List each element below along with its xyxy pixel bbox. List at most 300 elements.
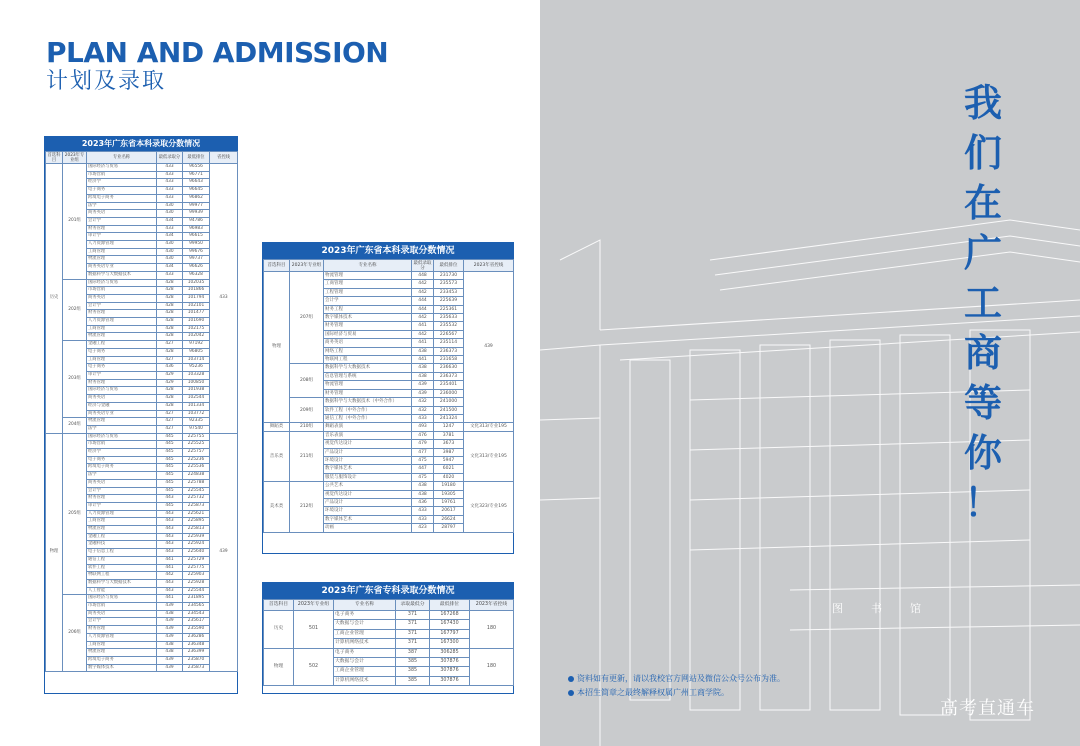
score-cell: 433 <box>157 179 183 187</box>
major-cell: 会计学 <box>87 302 157 310</box>
score-cell: 445 <box>157 479 183 487</box>
major-cell: 物流管理 <box>87 649 157 657</box>
score-cell: 477 <box>412 448 434 456</box>
score-cell: 428 <box>157 310 183 318</box>
major-cell: 视觉传达设计 <box>324 490 412 498</box>
slogan <box>958 78 1008 528</box>
major-cell: 计算机网络技术 <box>334 639 396 648</box>
major-cell: 跨境电子商务 <box>87 464 157 472</box>
major-cell: 产品设计 <box>324 448 412 456</box>
major-cell: 视觉传达设计 <box>324 440 412 448</box>
control-line-cell: 439 <box>210 433 238 672</box>
rank-cell: 101794 <box>183 294 210 302</box>
rank-cell: 225729 <box>183 556 210 564</box>
major-cell: 物流管理 <box>87 526 157 534</box>
major-cell: 人工智能 <box>87 587 157 595</box>
score-cell: 441 <box>157 564 183 572</box>
score-cell: 371 <box>396 620 430 629</box>
rank-cell: 225639 <box>434 297 464 305</box>
major-cell: 商务英语专业 <box>87 264 157 272</box>
major-cell: 工商企业管理 <box>334 629 396 638</box>
major-cell: 经济与金融 <box>87 402 157 410</box>
score-cell: 445 <box>157 441 183 449</box>
subject-cell: 音乐类 <box>264 431 290 481</box>
table-row <box>46 164 238 172</box>
table-college-scores <box>262 582 514 694</box>
rank-cell: 234565 <box>183 603 210 611</box>
column-header: 首选科目 <box>264 600 294 611</box>
rank-cell: 96645 <box>183 187 210 195</box>
score-cell: 428 <box>157 287 183 295</box>
major-cell: 商务英语专业 <box>87 410 157 418</box>
control-line-cell: 180 <box>470 611 514 649</box>
rank-cell: 167268 <box>430 611 470 620</box>
rank-cell: 96615 <box>183 233 210 241</box>
major-cell: 商务英语 <box>87 479 157 487</box>
score-cell: 439 <box>157 626 183 634</box>
score-cell: 385 <box>396 676 430 685</box>
score-cell: 428 <box>157 302 183 310</box>
rank-cell: 225545 <box>183 487 210 495</box>
major-cell: 工商管理 <box>87 641 157 649</box>
slogan-char: 在 <box>963 181 1002 225</box>
rank-cell: 307876 <box>430 658 470 667</box>
group-cell: 209组 <box>290 398 324 423</box>
major-cell: 工商企业管理 <box>334 667 396 676</box>
rank-cell: 234543 <box>183 610 210 618</box>
score-cell: 438 <box>412 347 434 355</box>
score-cell: 442 <box>412 330 434 338</box>
major-cell: 动画 <box>324 524 412 532</box>
score-cell: 428 <box>157 279 183 287</box>
major-cell: 财务管理 <box>324 322 412 330</box>
table-row <box>46 595 238 603</box>
major-cell: 财务管理 <box>87 225 157 233</box>
rank-cell: 225621 <box>183 510 210 518</box>
major-cell: 商务英语 <box>87 210 157 218</box>
rank-cell: 306285 <box>430 648 470 657</box>
score-cell: 430 <box>157 202 183 210</box>
major-cell: 财务工程 <box>324 305 412 313</box>
major-cell: 经济学 <box>87 179 157 187</box>
major-cell: 审计学 <box>87 233 157 241</box>
subject-cell: 美术类 <box>264 482 290 532</box>
table-row <box>264 611 514 620</box>
score-cell: 442 <box>412 280 434 288</box>
score-cell: 476 <box>412 431 434 439</box>
score-cell: 441 <box>412 322 434 330</box>
major-cell: 物流管理 <box>87 418 157 426</box>
control-line-cell: 文化313/专业195 <box>464 423 514 431</box>
major-cell: 法学 <box>87 425 157 433</box>
major-cell: 大数据与会计 <box>334 658 396 667</box>
rank-cell: 225873 <box>183 502 210 510</box>
major-cell: 电子商务 <box>334 648 396 657</box>
rank-cell: 236630 <box>434 364 464 372</box>
rank-cell: 99950 <box>183 241 210 249</box>
major-cell: 物流管理 <box>324 272 412 280</box>
score-cell: 433 <box>412 515 434 523</box>
rank-cell: 231895 <box>183 595 210 603</box>
column-header: 专业名称 <box>324 260 412 272</box>
score-cell: 441 <box>157 556 183 564</box>
slogan-char: 广 <box>963 231 1002 275</box>
major-cell: 服装与服饰设计 <box>324 473 412 481</box>
column-header: 最低录取分 <box>413 260 432 271</box>
score-table <box>263 599 514 686</box>
major-cell: 环境设计 <box>324 507 412 515</box>
rank-cell: 241324 <box>434 414 464 422</box>
rank-cell: 3673 <box>434 440 464 448</box>
major-cell: 数据科学与大数据技术 <box>87 271 157 279</box>
rank-cell: 236373 <box>434 372 464 380</box>
major-cell: 跨境电子商务 <box>87 657 157 665</box>
rank-cell: 235590 <box>183 626 210 634</box>
score-cell: 438 <box>157 610 183 618</box>
rank-cell: 225640 <box>183 549 210 557</box>
major-cell: 国际经济与贸易 <box>87 595 157 603</box>
rank-cell: 167430 <box>430 620 470 629</box>
rank-cell: 241500 <box>434 406 464 414</box>
rank-cell: 101334 <box>183 402 210 410</box>
table-row <box>264 482 514 490</box>
major-cell: 数据科学与大数据技术 <box>87 579 157 587</box>
subject-cell: 舞蹈类 <box>264 423 290 431</box>
major-cell: 数据科学与大数据技术 <box>324 364 412 372</box>
rank-cell: 225361 <box>434 305 464 313</box>
score-cell: 434 <box>157 264 183 272</box>
score-cell: 371 <box>396 629 430 638</box>
major-cell: 数字媒体艺术 <box>324 515 412 523</box>
note-item: 资料如有更新，请以我校官方网站及微信公众号公布为准。 <box>568 672 785 686</box>
major-cell: 舞蹈表演 <box>324 423 412 431</box>
score-cell: 433 <box>157 194 183 202</box>
rank-cell: 19761 <box>434 498 464 506</box>
major-cell: 人力资源管理 <box>87 510 157 518</box>
rank-cell: 225939 <box>183 533 210 541</box>
rank-cell: 3781 <box>434 431 464 439</box>
major-cell: 国际经济与贸易 <box>87 279 157 287</box>
table-row <box>264 648 514 657</box>
score-cell: 443 <box>157 549 183 557</box>
score-cell: 475 <box>412 456 434 464</box>
major-cell: 金融工程 <box>87 533 157 541</box>
major-cell: 数据科学与大数据技术（中外合作） <box>324 398 412 406</box>
rank-cell: 102101 <box>183 302 210 310</box>
major-cell: 人力资源管理 <box>87 633 157 641</box>
major-cell: 金融科技 <box>87 541 157 549</box>
major-cell: 计算机网络技术 <box>334 676 396 685</box>
rank-cell: 224838 <box>183 472 210 480</box>
rank-cell: 4020 <box>434 473 464 481</box>
score-cell: 427 <box>157 410 183 418</box>
major-cell: 环境设计 <box>324 456 412 464</box>
notes <box>568 672 785 700</box>
table-row <box>264 431 514 439</box>
column-header: 2023年专业组 <box>290 260 324 272</box>
score-cell: 439 <box>157 633 183 641</box>
rank-cell: 225924 <box>183 541 210 549</box>
major-cell: 物联网工程 <box>324 356 412 364</box>
subject-cell: 物理 <box>264 648 294 686</box>
major-cell: 通信工程（中外合作） <box>324 414 412 422</box>
major-cell: 会计学 <box>87 618 157 626</box>
rank-cell: 307876 <box>430 667 470 676</box>
score-cell: 445 <box>157 433 183 441</box>
major-cell: 物流管理 <box>324 381 412 389</box>
column-header: 2023年省控线 <box>464 260 514 272</box>
major-cell: 工商管理 <box>87 248 157 256</box>
table-row <box>46 418 238 426</box>
watermark-text: 高考直通车 <box>940 698 1035 719</box>
major-cell: 电子商务 <box>87 456 157 464</box>
rank-cell: 97540 <box>183 425 210 433</box>
score-table <box>263 259 514 533</box>
score-cell: 371 <box>396 639 430 648</box>
rank-cell: 235617 <box>183 618 210 626</box>
major-cell: 物流管理 <box>87 333 157 341</box>
column-header: 2023年专业组 <box>63 152 87 164</box>
major-cell: 数字媒体技术 <box>324 314 412 322</box>
score-cell: 430 <box>157 256 183 264</box>
rank-cell: 225903 <box>183 572 210 580</box>
major-cell: 会计学 <box>324 297 412 305</box>
rank-cell: 225788 <box>183 479 210 487</box>
slogan-char: 我 <box>963 81 1002 125</box>
major-cell: 工商管理 <box>87 356 157 364</box>
table-row <box>264 272 514 280</box>
rank-cell: 6021 <box>434 465 464 473</box>
score-cell: 432 <box>412 398 434 406</box>
score-cell: 430 <box>157 210 183 218</box>
group-cell: 502 <box>294 648 334 686</box>
score-cell: 427 <box>157 418 183 426</box>
rank-cell: 102035 <box>183 279 210 287</box>
rank-cell: 225732 <box>183 495 210 503</box>
rank-cell: 20617 <box>434 507 464 515</box>
score-cell: 448 <box>412 272 434 280</box>
rank-cell: 103328 <box>183 371 210 379</box>
score-cell: 445 <box>157 502 183 510</box>
score-cell: 447 <box>412 465 434 473</box>
major-cell: 审计学 <box>87 502 157 510</box>
table-title: 2023年广东省专科录取分数情况 <box>263 583 513 599</box>
score-cell: 441 <box>412 339 434 347</box>
major-cell: 电子商务 <box>334 611 396 620</box>
major-cell: 跨境电子商务 <box>87 194 157 202</box>
score-cell: 385 <box>396 658 430 667</box>
major-cell: 法学 <box>87 472 157 480</box>
rank-cell: 231730 <box>434 272 464 280</box>
rank-cell: 103772 <box>183 410 210 418</box>
score-cell: 441 <box>157 595 183 603</box>
score-cell: 438 <box>412 364 434 372</box>
group-cell: 205组 <box>63 433 87 595</box>
major-cell: 软件工程 <box>87 564 157 572</box>
score-cell: 438 <box>412 372 434 380</box>
score-cell: 387 <box>396 648 430 657</box>
right-page <box>540 0 1080 746</box>
score-cell: 442 <box>412 314 434 322</box>
slogan-char: 们 <box>963 131 1002 175</box>
rank-cell: 92335 <box>183 418 210 426</box>
table-title: 2023年广东省本科录取分数情况 <box>263 243 513 259</box>
major-cell: 会计学 <box>87 487 157 495</box>
score-cell: 439 <box>157 618 183 626</box>
rank-cell: 101477 <box>183 310 210 318</box>
rank-cell: 96328 <box>183 271 210 279</box>
score-cell: 475 <box>412 473 434 481</box>
score-cell: 443 <box>157 510 183 518</box>
rank-cell: 1247 <box>434 423 464 431</box>
major-cell: 通信工程 <box>87 556 157 564</box>
rank-cell: 96983 <box>183 225 210 233</box>
rank-cell: 231658 <box>434 356 464 364</box>
major-cell: 电子商务 <box>87 364 157 372</box>
major-cell: 财务管理 <box>87 495 157 503</box>
score-cell: 428 <box>157 318 183 326</box>
rank-cell: 28797 <box>434 524 464 532</box>
rank-cell: 225755 <box>183 433 210 441</box>
library-sign: 图书馆 <box>832 602 949 615</box>
score-cell: 439 <box>157 603 183 611</box>
rank-cell: 225775 <box>183 564 210 572</box>
major-cell: 电子商务 <box>87 187 157 195</box>
table-row <box>46 279 238 287</box>
score-cell: 443 <box>157 587 183 595</box>
slogan-char: 商 <box>963 331 1002 375</box>
score-cell: 445 <box>157 456 183 464</box>
score-cell: 433 <box>157 164 183 172</box>
rank-cell: 99939 <box>183 210 210 218</box>
score-cell: 438 <box>157 641 183 649</box>
score-cell: 439 <box>157 657 183 665</box>
bullet-icon <box>568 690 574 696</box>
major-cell: 数字媒体技术 <box>87 664 157 672</box>
rank-cell: 225525 <box>183 441 210 449</box>
rank-cell: 225757 <box>183 449 210 457</box>
group-cell: 204组 <box>63 418 87 433</box>
score-cell: 423 <box>412 524 434 532</box>
rank-cell: 96862 <box>183 194 210 202</box>
score-cell: 433 <box>157 171 183 179</box>
major-cell: 工商管理 <box>87 518 157 526</box>
major-cell: 电子信息工程 <box>87 549 157 557</box>
major-cell: 产品设计 <box>324 498 412 506</box>
score-cell: 427 <box>157 341 183 349</box>
column-header: 首选科目 <box>46 152 63 164</box>
score-cell: 428 <box>157 294 183 302</box>
column-header: 专业名称 <box>87 152 157 164</box>
table-row <box>46 341 238 349</box>
major-cell: 国际经济与贸易 <box>87 433 157 441</box>
score-cell: 433 <box>412 414 434 422</box>
major-cell: 国际经济与贸易 <box>324 330 412 338</box>
rank-cell: 235401 <box>434 381 464 389</box>
rank-cell: 97192 <box>183 341 210 349</box>
score-cell: 428 <box>157 333 183 341</box>
score-cell: 443 <box>157 495 183 503</box>
slogan-char: 工 <box>963 281 1002 325</box>
rank-cell: 307876 <box>430 676 470 685</box>
rank-cell: 225928 <box>183 579 210 587</box>
rank-cell: 101938 <box>183 387 210 395</box>
score-cell: 428 <box>157 402 183 410</box>
rank-cell: 96643 <box>183 179 210 187</box>
page-title-en: PLAN AND ADMISSION <box>46 36 389 69</box>
major-cell: 商务英语 <box>87 395 157 403</box>
score-cell: 429 <box>157 379 183 387</box>
rank-cell: 96556 <box>183 164 210 172</box>
subject-cell: 物理 <box>264 272 290 423</box>
column-header: 专业名称 <box>334 600 396 611</box>
rank-cell: 96771 <box>183 171 210 179</box>
rank-cell: 225813 <box>183 526 210 534</box>
score-cell: 439 <box>412 389 434 397</box>
major-cell: 数字媒体艺术 <box>324 465 412 473</box>
rank-cell: 167797 <box>430 629 470 638</box>
major-cell: 物联网工程 <box>87 572 157 580</box>
score-cell: 434 <box>157 233 183 241</box>
rank-cell: 102544 <box>183 395 210 403</box>
score-cell: 439 <box>157 664 183 672</box>
score-cell: 385 <box>396 667 430 676</box>
score-cell: 427 <box>157 425 183 433</box>
score-cell: 441 <box>412 356 434 364</box>
score-cell: 428 <box>157 325 183 333</box>
column-header: 最低录取分 <box>157 152 183 164</box>
group-cell: 202组 <box>63 279 87 341</box>
score-cell: 493 <box>412 423 434 431</box>
score-cell: 443 <box>157 579 183 587</box>
table-title: 2023年广东省本科录取分数情况 <box>45 137 237 151</box>
control-line-cell: 439 <box>464 272 514 423</box>
note-item: 本招生简章之最终解释权属广州工商学院。 <box>568 686 785 700</box>
score-cell: 438 <box>157 649 183 657</box>
score-cell: 433 <box>157 225 183 233</box>
rank-cell: 235870 <box>183 657 210 665</box>
score-cell: 442 <box>157 572 183 580</box>
column-header: 省控线 <box>210 152 238 164</box>
column-header: 最低排位 <box>434 260 464 272</box>
rank-cell: 235873 <box>183 664 210 672</box>
rank-cell: 236348 <box>183 641 210 649</box>
major-cell: 公共艺术 <box>324 482 412 490</box>
table-row <box>46 433 238 441</box>
score-cell: 438 <box>412 482 434 490</box>
score-cell: 443 <box>157 541 183 549</box>
rank-cell: 26624 <box>434 515 464 523</box>
rank-cell: 236399 <box>183 649 210 657</box>
group-cell: 208组 <box>290 364 324 398</box>
rank-cell: 101866 <box>183 287 210 295</box>
major-cell: 国际经济与贸易 <box>87 164 157 172</box>
major-cell: 人力资源管理 <box>87 318 157 326</box>
score-cell: 432 <box>412 406 434 414</box>
column-header: 首选科目 <box>264 260 290 272</box>
score-cell: 443 <box>157 526 183 534</box>
group-cell: 207组 <box>290 272 324 364</box>
score-table <box>45 151 238 672</box>
control-line-cell: 文化313/专业195 <box>464 431 514 481</box>
rank-cell: 167300 <box>430 639 470 648</box>
score-cell: 445 <box>157 487 183 495</box>
rank-cell: 3987 <box>434 448 464 456</box>
score-cell: 445 <box>157 464 183 472</box>
major-cell: 工商管理 <box>87 325 157 333</box>
control-line-cell: 文化323/专业195 <box>464 482 514 532</box>
column-header: 2023年专业组 <box>294 600 334 611</box>
